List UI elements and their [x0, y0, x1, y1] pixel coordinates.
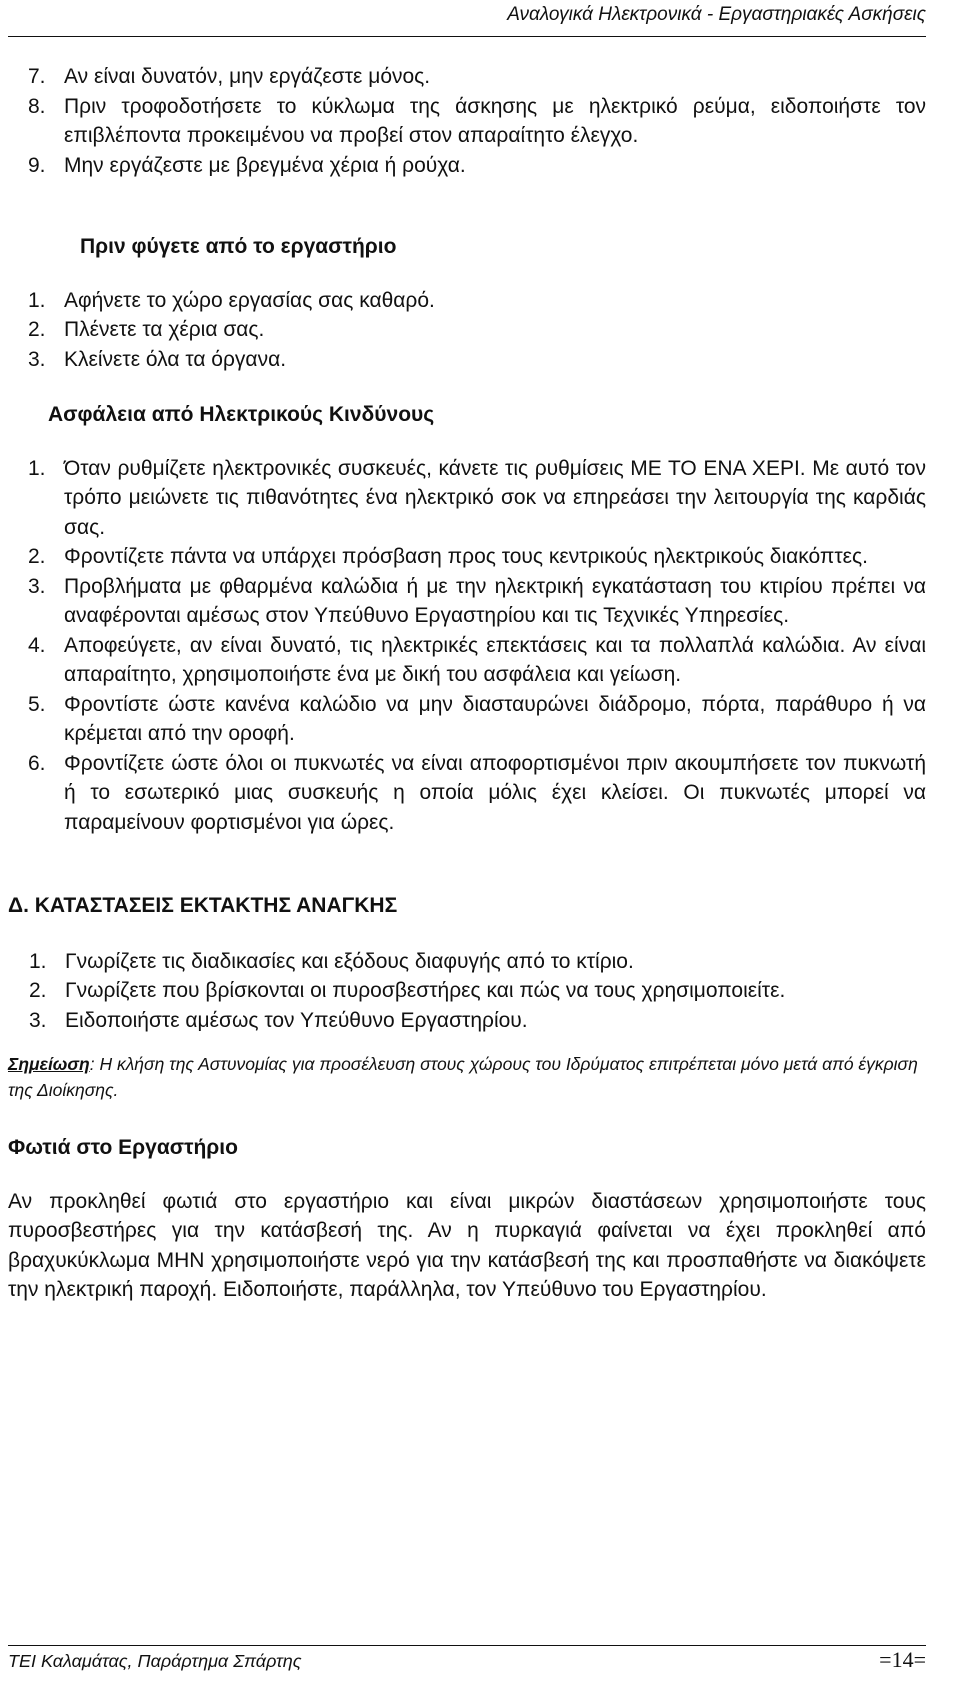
list-item [8, 631, 926, 690]
list-number: 1. [28, 288, 46, 312]
list-text: Όταν ρυθμίζετε ηλεκτρονικές συσκευές, κάνετε τις ρυθμίσεις ΜΕ ΤΟ ΕΝΑ ΧΕΡΙ. Με αυτό τον τρόπο μειώνετε τις πιθανότητες ένα ηλεκτρικό σοκ να επηρεάσει την λειτουργία της καρδιάς σας. [64, 456, 926, 539]
list-number: 2. [28, 318, 46, 341]
list-item [8, 572, 926, 631]
list-number: 1. [29, 949, 47, 973]
emergency-note [8, 1051, 926, 1103]
header-divider [8, 36, 926, 37]
list-text: Πριν τροφοδοτήσετε το κύκλωμα της άσκησης με ηλεκτρικό ρεύμα, ειδοποιήστε τον επιβλέποντα προκειμένου να προβεί στον απαραίτητο έλεγχο. [64, 94, 926, 147]
list-number: 1. [28, 456, 46, 480]
emergency-heading: Δ. ΚΑΤΑΣΤΑΣΕΙΣ ΕΚΤΑΚΤΗΣ ΑΝΑΓΚΗΣ [8, 894, 398, 917]
note-label: Σημείωση [8, 1054, 90, 1074]
list-item [8, 690, 926, 749]
list-number: 2. [29, 979, 47, 1002]
list-text: Μην εργάζεστε με βρεγμένα χέρια ή ρούχα. [64, 153, 466, 177]
list-item [8, 976, 926, 1006]
list-item [8, 947, 926, 977]
footer-institution: ΤΕΙ Καλαμάτας, Παράρτημα Σπάρτης [8, 1651, 302, 1671]
list-number: 4. [28, 633, 46, 657]
electrical-safety-heading: Ασφάλεια από Ηλεκτρικούς Κινδύνους [48, 403, 435, 426]
list-number: 7. [28, 65, 46, 88]
list-item [8, 1006, 926, 1036]
list-number: 2. [28, 545, 46, 568]
list-text: Γνωρίζετε τις διαδικασίες και εξόδους διαφυγής από το κτίριο. [65, 949, 634, 973]
list-item [8, 454, 926, 543]
list-number: 8. [28, 94, 46, 118]
fire-paragraph: Αν προκληθεί φωτιά στο εργαστήριο και είναι μικρών διαστάσεων χρησιμοποιήστε τους πυροσβεστήρες για την κατάσβεσή της. Αν η πυρκαγιά φαίνεται να έχει προκληθεί από βραχυκύκλωμα ΜΗΝ χρησιμοποιήστε νερό για την κατάσβεσή της και προσπαθήστε να διακόψετε την ηλεκτρική παροχή. Ειδοποιήστε, παράλληλα, τον Υπεύθυνο του Εργαστηρίου. [8, 1189, 926, 1301]
list-item [8, 92, 926, 151]
list-text: Αφήνετε το χώρο εργασίας σας καθαρό. [64, 288, 435, 312]
before-leaving-list [8, 286, 926, 375]
list-text: Φροντίστε ώστε κανένα καλώδιο να μην διασταυρώνει διάδρομο, πόρτα, παράθυρο ή να κρέμεται από την οροφή. [64, 692, 926, 745]
list-item [8, 542, 926, 572]
list-text: Κλείνετε όλα τα όργανα. [64, 347, 287, 371]
list-text: Αποφεύγετε, αν είναι δυνατό, τις ηλεκτρικές επεκτάσεις και τα πολλαπλά καλώδια. Αν είναι απαραίτητο, χρησιμοποιήστε ένα με δική του ασφάλεια και γείωση. [64, 633, 926, 686]
list-text: Προβλήματα με φθαρμένα καλώδια ή με την ηλεκτρική εγκατάσταση του κτιρίου πρέπει να αναφέρονται αμέσως στον Υπεύθυνο Εργαστηρίου και τις Τεχνικές Υπηρεσίες. [64, 574, 926, 627]
list-text: Πλένετε τα χέρια σας. [64, 318, 265, 341]
list-text: Φροντίζετε ώστε όλοι οι πυκνωτές να είναι αποφορτισμένοι πριν ακουμπήσετε τον πυκνωτή ή το εσωτερικό μιας συσκευής η οποία μόλις έχει κλείσει. Οι πυκνωτές μπορεί να παραμείνουν φορτισμένοι για ώρες. [64, 751, 926, 834]
emergency-list [8, 947, 926, 1036]
list-item [8, 749, 926, 838]
footer-divider [8, 1645, 926, 1646]
list-text: Φροντίζετε πάντα να υπάρχει πρόσβαση προς τους κεντρικούς ηλεκτρικούς διακόπτες. [64, 545, 868, 568]
page-content [8, 62, 926, 1305]
list-item [8, 315, 926, 345]
list-number: 3. [28, 574, 46, 598]
list-text: Ειδοποιήστε αμέσως τον Υπεύθυνο Εργαστηρίου. [65, 1008, 528, 1032]
general-rules-list [8, 62, 926, 180]
list-item [8, 286, 926, 316]
page-number: =14= [879, 1647, 926, 1672]
list-number: 9. [28, 153, 46, 177]
list-number: 5. [28, 692, 46, 716]
page-header-title: Αναλογικά Ηλεκτρονικά - Εργαστηριακές Ασκήσεις [507, 4, 926, 25]
list-number: 6. [28, 751, 46, 775]
list-number: 3. [29, 1008, 47, 1032]
fire-heading: Φωτιά στο Εργαστήριο [8, 1136, 238, 1159]
electrical-safety-list [8, 454, 926, 838]
list-item [8, 62, 926, 92]
list-text: Αν είναι δυνατόν, μην εργάζεστε μόνος. [64, 65, 431, 88]
before-leaving-heading: Πριν φύγετε από το εργαστήριο [80, 235, 397, 258]
list-text: Γνωρίζετε που βρίσκονται οι πυροσβεστήρες και πώς να τους χρησιμοποιείτε. [65, 979, 786, 1002]
list-number: 3. [28, 347, 46, 371]
note-text: : Η κλήση της Αστυνομίας για προσέλευση στους χώρους του Ιδρύματος επιτρέπεται μόνο μετά από έγκριση της Διοίκησης. [8, 1054, 918, 1100]
list-item [8, 345, 926, 375]
list-item [8, 151, 926, 181]
